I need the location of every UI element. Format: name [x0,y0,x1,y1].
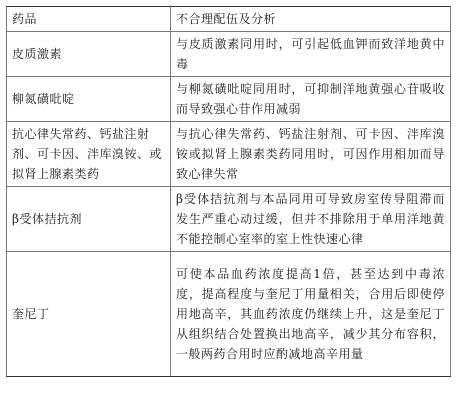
drug-cell: 柳氮磺吡啶 [7,77,171,122]
header-drug: 药品 [7,7,171,32]
drug-cell: 抗心律失常药、钙盐注射剂、可卡因、泮库溴铵、或拟肾上腺素类药 [7,122,171,187]
table-row [7,252,451,377]
analysis-cell: 与抗心律失常药、钙盐注射剂、可卡因、泮库溴铵或拟肾上腺素类药同用时，可因作用相加而导致心律失常 [171,122,451,187]
drug-interaction-table [6,6,451,377]
drug-cell: 皮质激素 [7,32,171,77]
table-header [7,7,451,32]
analysis-cell: 与柳氮磺吡啶同用时，可抑制洋地黄强心苷吸收而导致强心苷作用减弱 [171,77,451,122]
drug-cell: 奎尼丁 [7,252,171,377]
table-row [7,32,451,77]
header-analysis: 不合理配伍及分析 [171,7,451,32]
table-row [7,187,451,252]
analysis-cell: 与皮质激素同用时，可引起低血钾而致洋地黄中毒 [171,32,451,77]
analysis-cell: 可使本品血药浓度提高1倍，甚至达到中毒浓度，提高程度与奎尼丁用量相关，合用后即使停用地高辛，其血药浓度仍继续上升，这是奎尼丁从组织结合处置换出地高辛，减少其分布容积，一般两药合用时应酌减地高辛用量 [171,252,451,377]
drug-cell: β受体拮抗剂 [7,187,171,252]
table-row [7,77,451,122]
table-row [7,122,451,187]
analysis-cell: β受体拮抗剂与本品同用可导致房室传导阻滞而发生严重心动过缓，但并不排除用于单用洋地黄不能控制心室率的室上性快速心律 [171,187,451,252]
table-body [7,32,451,377]
header-row [7,7,451,32]
